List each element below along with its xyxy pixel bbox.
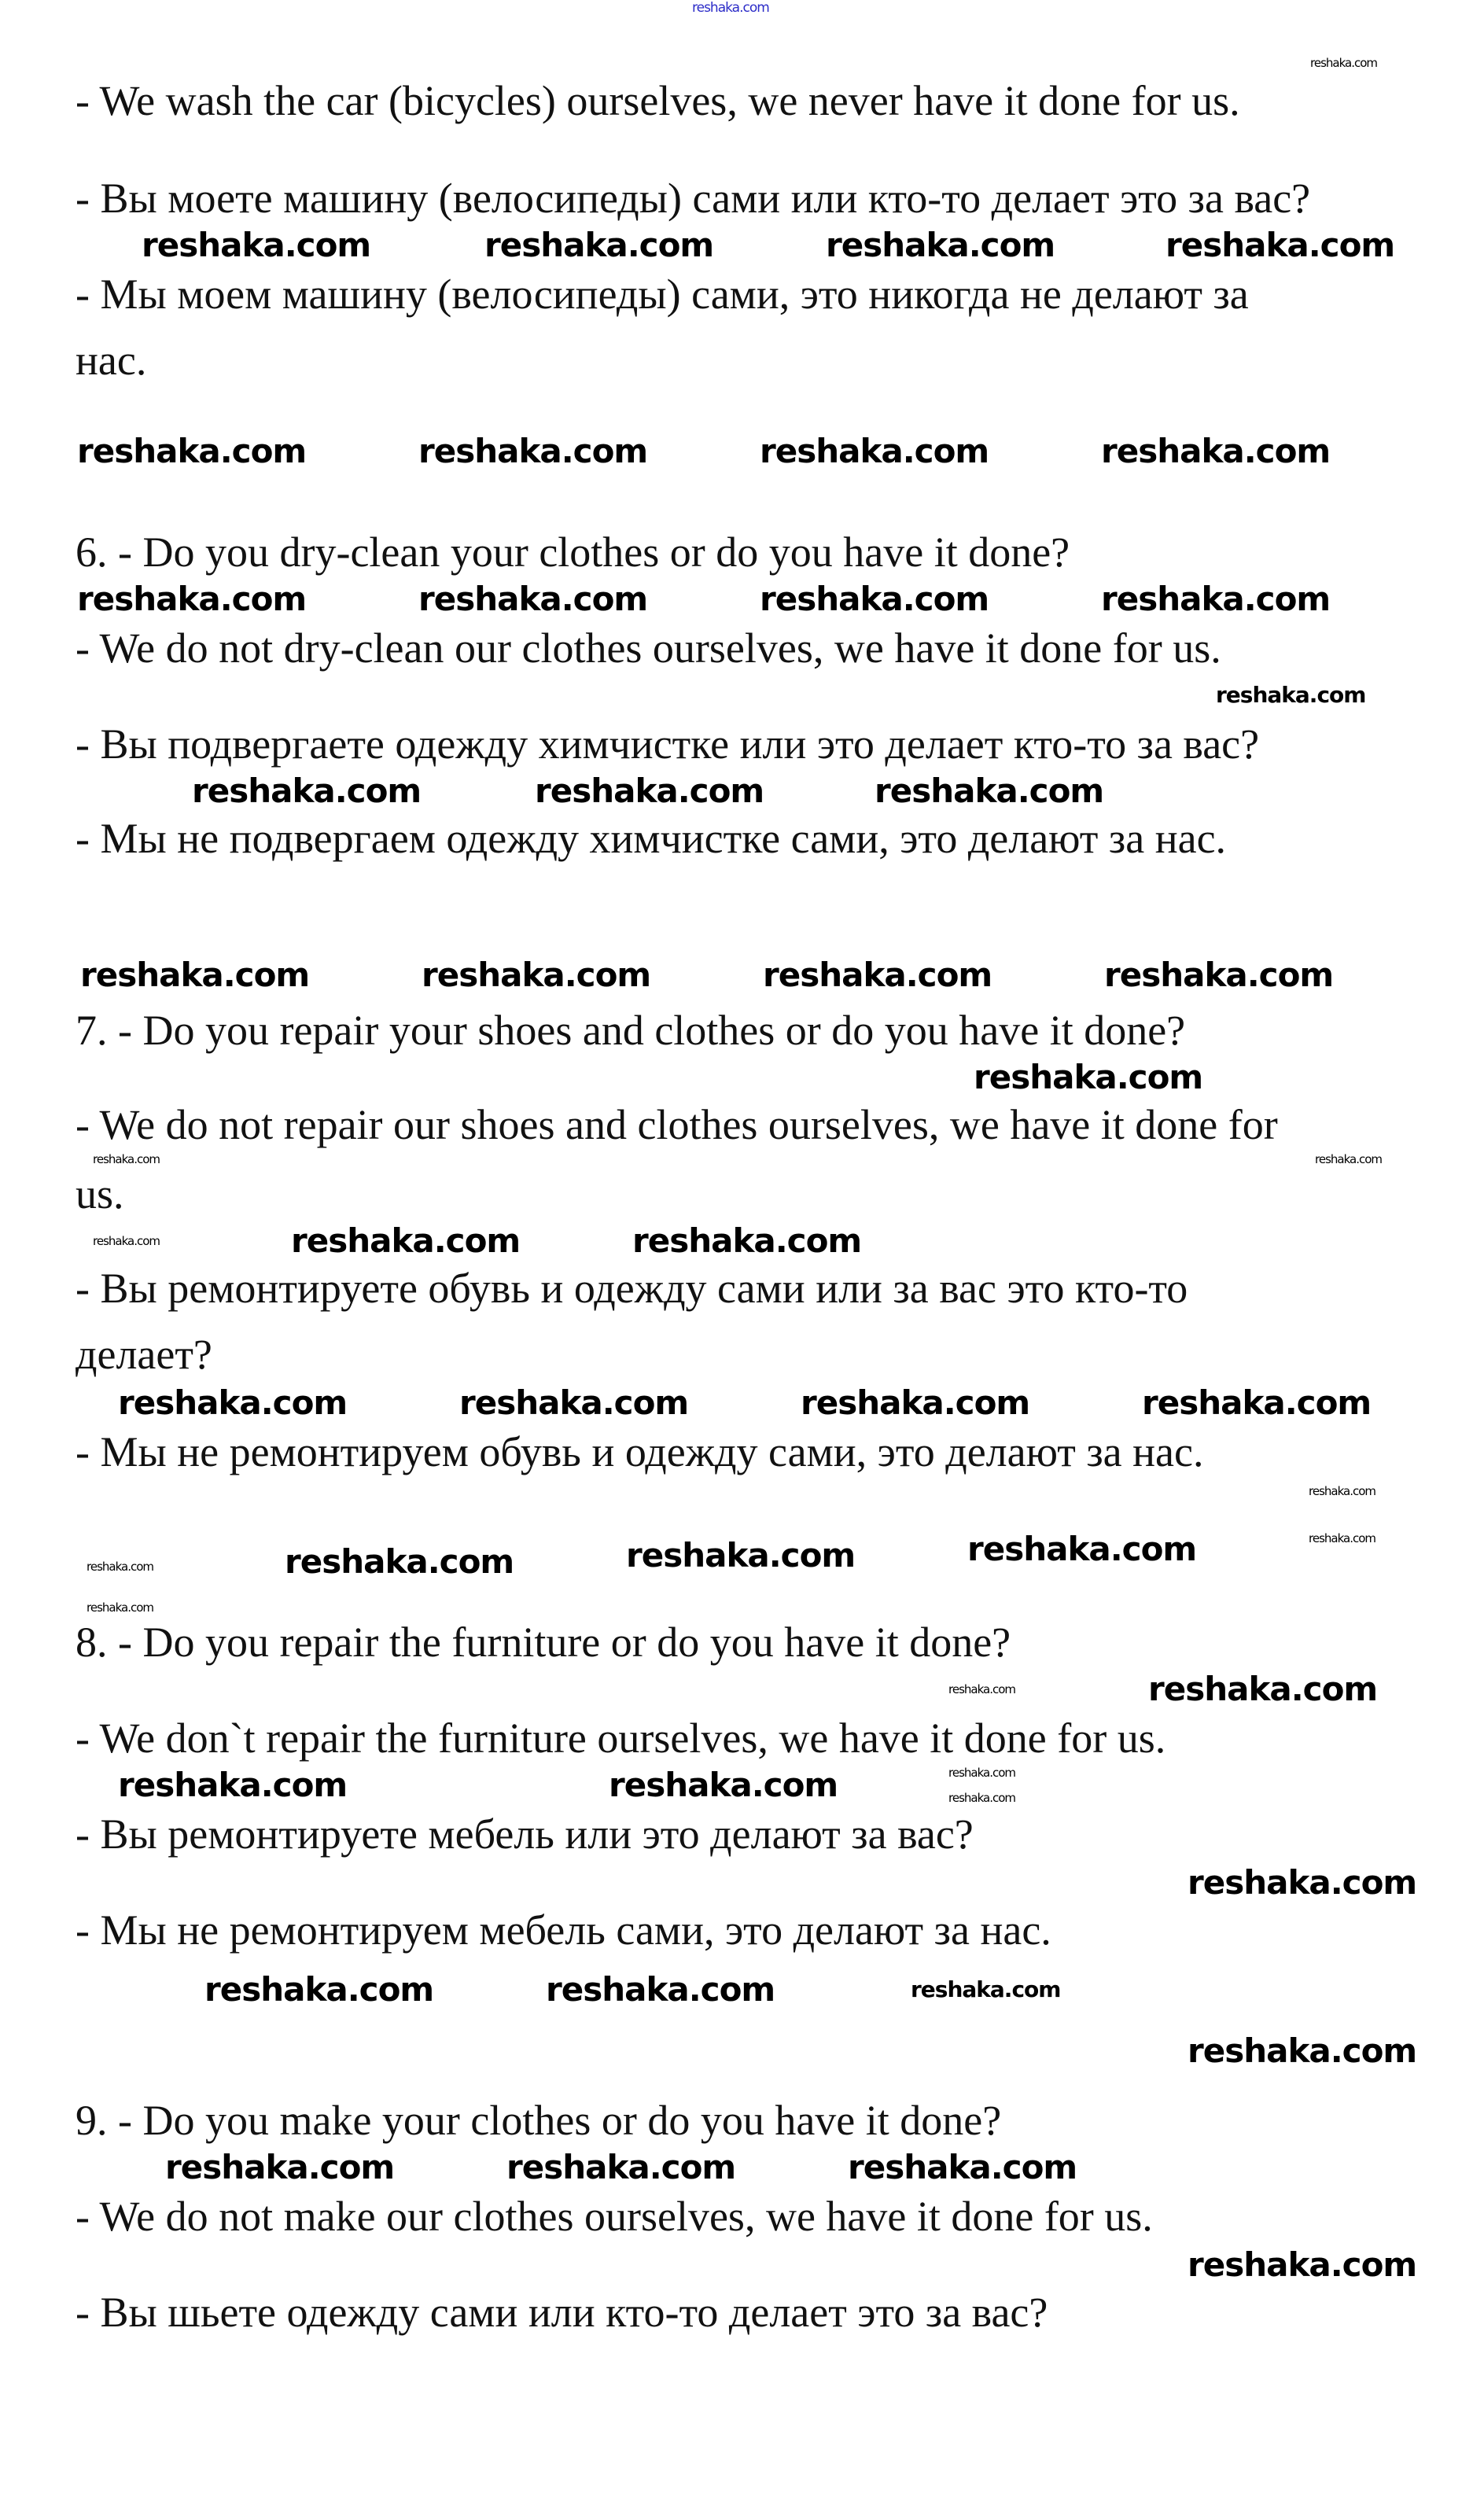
- watermark: reshaka.com: [692, 0, 769, 16]
- text-line: - We do not repair our shoes and clothes ourselves, we have it done for: [75, 1101, 1278, 1148]
- watermark: reshaka.com: [93, 1234, 160, 1248]
- watermark: reshaka.com: [1165, 226, 1395, 264]
- text-line: - Вы шьете одежду сами или кто-то делает это за вас?: [75, 2289, 1048, 2336]
- watermark: reshaka.com: [291, 1221, 521, 1260]
- text-line: - We wash the car (bicycles) ourselves, we never have it done for us.: [75, 77, 1240, 124]
- text-line: 8. - Do you repair the furniture or do you have it done?: [75, 1619, 1011, 1666]
- watermark: reshaka.com: [1188, 2031, 1417, 2070]
- text-line: - We do not dry-clean our clothes ourselves, we have it done for us.: [75, 624, 1221, 672]
- text-line: - Мы не ремонтируем мебель сами, это делают за нас.: [75, 1906, 1051, 1954]
- text-line: - Вы ремонтируете мебель или это делают за вас?: [75, 1810, 974, 1858]
- text-line: 6. - Do you dry-clean your clothes or do you have it done?: [75, 529, 1070, 576]
- watermark: reshaka.com: [801, 1383, 1030, 1422]
- watermark: reshaka.com: [484, 226, 714, 264]
- text-line: - Мы не ремонтируем обувь и одежду сами, это делают за нас.: [75, 1428, 1204, 1475]
- watermark: reshaka.com: [87, 1560, 153, 1574]
- watermark: reshaka.com: [875, 772, 1104, 810]
- watermark: reshaka.com: [948, 1791, 1015, 1805]
- watermark: reshaka.com: [418, 580, 648, 618]
- watermark: reshaka.com: [77, 432, 307, 470]
- watermark: reshaka.com: [118, 1766, 348, 1804]
- watermark: reshaka.com: [1188, 2245, 1417, 2284]
- text-line: нас.: [75, 337, 147, 384]
- text-line: us.: [75, 1170, 124, 1217]
- text-line: делает?: [75, 1331, 212, 1378]
- watermark: reshaka.com: [763, 956, 992, 994]
- watermark: reshaka.com: [506, 2148, 736, 2186]
- watermark: reshaka.com: [93, 1152, 160, 1166]
- text-line: 9. - Do you make your clothes or do you have it done?: [75, 2097, 1002, 2144]
- text-line: - Мы моем машину (велосипеды) сами, это никогда не делают за: [75, 271, 1249, 318]
- watermark: reshaka.com: [760, 432, 989, 470]
- watermark: reshaka.com: [1101, 432, 1331, 470]
- watermark: reshaka.com: [1309, 1484, 1375, 1498]
- watermark: reshaka.com: [760, 580, 989, 618]
- watermark: reshaka.com: [535, 772, 764, 810]
- text-line: - We don`t repair the furniture ourselves, we have it done for us.: [75, 1715, 1166, 1762]
- watermark: reshaka.com: [1101, 580, 1331, 618]
- watermark: reshaka.com: [848, 2148, 1077, 2186]
- watermark: reshaka.com: [826, 226, 1055, 264]
- watermark: reshaka.com: [1142, 1383, 1372, 1422]
- text-line: - We do not make our clothes ourselves, we have it done for us.: [75, 2193, 1153, 2240]
- watermark: reshaka.com: [87, 1600, 153, 1615]
- watermark: reshaka.com: [1104, 956, 1334, 994]
- watermark: reshaka.com: [1309, 1531, 1375, 1545]
- watermark: reshaka.com: [285, 1542, 514, 1581]
- watermark: reshaka.com: [974, 1058, 1203, 1096]
- watermark: reshaka.com: [546, 1970, 775, 2009]
- watermark: reshaka.com: [1216, 682, 1366, 708]
- text-line: 7. - Do you repair your shoes and clothes or do you have it done?: [75, 1007, 1186, 1054]
- watermark: reshaka.com: [948, 1682, 1015, 1696]
- watermark: reshaka.com: [1188, 1863, 1417, 1902]
- watermark: reshaka.com: [967, 1530, 1197, 1568]
- watermark: reshaka.com: [632, 1221, 862, 1260]
- watermark: reshaka.com: [422, 956, 651, 994]
- watermark: reshaka.com: [948, 1766, 1015, 1780]
- watermark: reshaka.com: [626, 1536, 856, 1575]
- watermark: reshaka.com: [165, 2148, 395, 2186]
- watermark: reshaka.com: [142, 226, 371, 264]
- watermark: reshaka.com: [459, 1383, 689, 1422]
- watermark: reshaka.com: [192, 772, 422, 810]
- watermark: reshaka.com: [1148, 1670, 1378, 1708]
- watermark: reshaka.com: [418, 432, 648, 470]
- text-line: - Вы моете машину (велосипеды) сами или кто-то делает это за вас?: [75, 175, 1311, 222]
- watermark: reshaka.com: [118, 1383, 348, 1422]
- watermark: reshaka.com: [204, 1970, 434, 2009]
- text-line: - Мы не подвергаем одежду химчистке сами, это делают за нас.: [75, 815, 1227, 862]
- watermark: reshaka.com: [1310, 56, 1377, 70]
- watermark: reshaka.com: [1315, 1152, 1382, 1166]
- watermark: reshaka.com: [911, 1976, 1061, 2002]
- watermark: reshaka.com: [609, 1766, 838, 1804]
- text-line: - Вы подвергаете одежду химчистке или это делает кто-то за вас?: [75, 720, 1260, 768]
- watermark: reshaka.com: [80, 956, 310, 994]
- watermark: reshaka.com: [77, 580, 307, 618]
- text-line: - Вы ремонтируете обувь и одежду сами или за вас это кто-то: [75, 1265, 1188, 1312]
